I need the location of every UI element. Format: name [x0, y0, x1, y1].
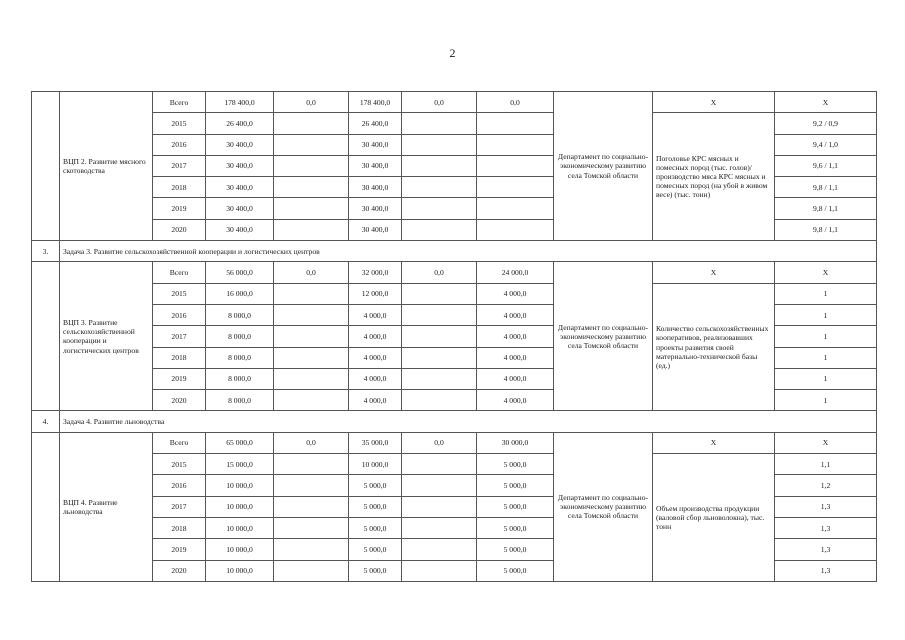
task-number: 3.	[32, 241, 60, 262]
total-cell: 30 400,0	[206, 198, 274, 219]
funding-cell	[402, 198, 477, 219]
funding-cell	[274, 326, 349, 347]
funding-cell: 4 000,0	[477, 326, 554, 347]
funding-cell	[274, 155, 349, 176]
task-row	[32, 411, 877, 432]
funding-cell	[402, 347, 477, 368]
year-cell: 2020	[153, 560, 206, 581]
funding-cell: 4 000,0	[477, 368, 554, 389]
total-cell: 10 000,0	[206, 560, 274, 581]
total-cell: 26 400,0	[206, 113, 274, 134]
funding-cell: 0,0	[477, 92, 554, 113]
indicator-value: 1,3	[775, 539, 877, 560]
funding-cell: 4 000,0	[349, 304, 402, 325]
funding-cell	[402, 155, 477, 176]
funding-cell	[402, 496, 477, 517]
total-cell: 56 000,0	[206, 262, 274, 283]
indicator-value: 1,1	[775, 454, 877, 475]
funding-cell	[402, 560, 477, 581]
funding-cell	[477, 177, 554, 198]
total-cell: 8 000,0	[206, 326, 274, 347]
year-cell: 2015	[153, 283, 206, 304]
task-title: Задача 4. Развитие льноводства	[60, 411, 877, 432]
total-cell: 30 400,0	[206, 219, 274, 240]
program-name: ВЦП 4. Развитие льноводства	[60, 432, 153, 581]
indicator-value: 9,8 / 1,1	[775, 219, 877, 240]
funding-cell: 30 000,0	[477, 432, 554, 453]
year-cell: 2015	[153, 454, 206, 475]
table-row	[32, 283, 877, 304]
funding-cell	[274, 177, 349, 198]
funding-cell	[402, 475, 477, 496]
indicator-value: 9,6 / 1,1	[775, 155, 877, 176]
year-cell: 2018	[153, 517, 206, 538]
funding-cell	[274, 134, 349, 155]
indicator-value: 1,3	[775, 560, 877, 581]
table-row	[32, 454, 877, 475]
year-cell: 2019	[153, 198, 206, 219]
total-cell: 10 000,0	[206, 496, 274, 517]
indicator-value: 9,4 / 1,0	[775, 134, 877, 155]
funding-cell: 5 000,0	[349, 496, 402, 517]
indicator-value: 1	[775, 326, 877, 347]
funding-cell: 4 000,0	[349, 326, 402, 347]
indicator-description: Поголовье КРС мясных и помесных пород (тыс. голов)/ производство мяса КРС мясных и помесных пород (на убой в живом весе) (тыс. тонн)	[653, 113, 775, 241]
funding-cell	[477, 134, 554, 155]
funding-cell	[274, 198, 349, 219]
funding-cell: 0,0	[402, 432, 477, 453]
funding-cell: 178 400,0	[349, 92, 402, 113]
funding-cell	[274, 454, 349, 475]
total-cell: 178 400,0	[206, 92, 274, 113]
funding-cell: 5 000,0	[349, 539, 402, 560]
indicator-value: 1	[775, 368, 877, 389]
program-name: ВЦП 3. Развитие сельскохозяйственной кооперации и логистических центров	[60, 262, 153, 411]
funding-cell	[402, 368, 477, 389]
funding-cell: 4 000,0	[477, 304, 554, 325]
funding-cell	[402, 113, 477, 134]
total-cell: 8 000,0	[206, 390, 274, 411]
funding-cell	[274, 517, 349, 538]
funding-cell	[477, 198, 554, 219]
indicator-value: 1	[775, 283, 877, 304]
funding-cell: 5 000,0	[477, 496, 554, 517]
indicator-header: Х	[653, 92, 775, 113]
total-cell: 10 000,0	[206, 517, 274, 538]
indicator-description: Количество сельскохозяйственных кооперативов, реализовавших проекты развития своей материально-технической базы (ед.)	[653, 283, 775, 411]
funding-cell: 32 000,0	[349, 262, 402, 283]
total-cell: 16 000,0	[206, 283, 274, 304]
total-cell: 65 000,0	[206, 432, 274, 453]
task-number: 4.	[32, 411, 60, 432]
funding-cell: 4 000,0	[349, 368, 402, 389]
year-cell: Всего	[153, 92, 206, 113]
department-cell: Департамент по социально-экономическому развитию села Томской области	[554, 262, 653, 411]
funding-cell	[274, 368, 349, 389]
funding-cell: 5 000,0	[477, 539, 554, 560]
funding-cell	[402, 454, 477, 475]
funding-cell: 0,0	[402, 92, 477, 113]
funding-cell: 26 400,0	[349, 113, 402, 134]
funding-cell: 5 000,0	[477, 475, 554, 496]
year-cell: 2016	[153, 134, 206, 155]
year-cell: 2019	[153, 368, 206, 389]
funding-cell: 10 000,0	[349, 454, 402, 475]
funding-cell	[274, 390, 349, 411]
funding-cell: 0,0	[274, 92, 349, 113]
indicator-value: 1	[775, 390, 877, 411]
funding-cell: 35 000,0	[349, 432, 402, 453]
table-row	[32, 92, 877, 113]
program-table	[31, 91, 877, 582]
funding-cell	[402, 219, 477, 240]
funding-cell	[274, 496, 349, 517]
funding-cell: 5 000,0	[477, 560, 554, 581]
total-cell: 10 000,0	[206, 475, 274, 496]
indicator-header: Х	[653, 262, 775, 283]
indicator-description: Объем производства продукции (валовой сбор льноволокна), тыс. тонн	[653, 454, 775, 582]
funding-cell	[402, 539, 477, 560]
funding-cell: 4 000,0	[477, 347, 554, 368]
funding-cell: 4 000,0	[349, 390, 402, 411]
funding-cell: 30 400,0	[349, 198, 402, 219]
indicator-header: Х	[653, 432, 775, 453]
indicator-value: 1	[775, 347, 877, 368]
indicator-value-header: Х	[775, 92, 877, 113]
total-cell: 8 000,0	[206, 368, 274, 389]
year-cell: 2017	[153, 326, 206, 347]
funding-cell	[274, 113, 349, 134]
year-cell: 2018	[153, 347, 206, 368]
year-cell: Всего	[153, 262, 206, 283]
funding-cell	[274, 304, 349, 325]
funding-cell: 4 000,0	[477, 390, 554, 411]
total-cell: 8 000,0	[206, 347, 274, 368]
indicator-value-header: Х	[775, 432, 877, 453]
number-cell	[32, 432, 60, 581]
funding-cell	[274, 475, 349, 496]
funding-cell: 5 000,0	[349, 560, 402, 581]
table-row	[32, 432, 877, 453]
year-cell: 2020	[153, 390, 206, 411]
funding-cell: 4 000,0	[477, 283, 554, 304]
funding-cell	[402, 326, 477, 347]
table-row	[32, 113, 877, 134]
indicator-value: 9,8 / 1,1	[775, 177, 877, 198]
indicator-value: 1,2	[775, 475, 877, 496]
funding-cell	[274, 283, 349, 304]
funding-cell: 5 000,0	[349, 517, 402, 538]
funding-cell	[402, 134, 477, 155]
funding-cell: 24 000,0	[477, 262, 554, 283]
department-cell: Департамент по социально-экономическому развитию села Томской области	[554, 432, 653, 581]
total-cell: 30 400,0	[206, 177, 274, 198]
year-cell: 2016	[153, 304, 206, 325]
funding-cell: 30 400,0	[349, 155, 402, 176]
indicator-value: 9,2 / 0,9	[775, 113, 877, 134]
total-cell: 8 000,0	[206, 304, 274, 325]
total-cell: 30 400,0	[206, 134, 274, 155]
funding-cell	[402, 283, 477, 304]
funding-cell	[402, 517, 477, 538]
program-name: ВЦП 2. Развитие мясного скотоводства	[60, 92, 153, 241]
funding-cell: 0,0	[274, 432, 349, 453]
number-cell	[32, 262, 60, 411]
funding-cell: 12 000,0	[349, 283, 402, 304]
funding-cell	[274, 560, 349, 581]
funding-cell	[477, 155, 554, 176]
total-cell: 15 000,0	[206, 454, 274, 475]
year-cell: 2018	[153, 177, 206, 198]
number-cell	[32, 92, 60, 241]
total-cell: 10 000,0	[206, 539, 274, 560]
funding-cell	[274, 539, 349, 560]
year-cell: 2019	[153, 539, 206, 560]
indicator-value: 1,3	[775, 517, 877, 538]
year-cell: 2020	[153, 219, 206, 240]
indicator-value: 1	[775, 304, 877, 325]
department-cell: Департамент по социально-экономическому развитию села Томской области	[554, 92, 653, 241]
funding-cell: 30 400,0	[349, 219, 402, 240]
year-cell: 2016	[153, 475, 206, 496]
total-cell: 30 400,0	[206, 155, 274, 176]
funding-cell	[402, 177, 477, 198]
funding-cell: 5 000,0	[477, 517, 554, 538]
year-cell: Всего	[153, 432, 206, 453]
page-number: 2	[449, 46, 456, 60]
year-cell: 2017	[153, 155, 206, 176]
funding-cell: 4 000,0	[349, 347, 402, 368]
funding-cell: 0,0	[402, 262, 477, 283]
task-title: Задача 3. Развитие сельскохозяйственной кооперации и логистических центров	[60, 241, 877, 262]
funding-cell	[402, 304, 477, 325]
funding-cell	[402, 390, 477, 411]
table-row	[32, 262, 877, 283]
year-cell: 2015	[153, 113, 206, 134]
funding-cell: 0,0	[274, 262, 349, 283]
year-cell: 2017	[153, 496, 206, 517]
funding-cell: 5 000,0	[477, 454, 554, 475]
program-table-body	[32, 92, 877, 582]
indicator-value: 9,8 / 1,1	[775, 198, 877, 219]
funding-cell: 30 400,0	[349, 177, 402, 198]
funding-cell	[274, 347, 349, 368]
indicator-value-header: Х	[775, 262, 877, 283]
funding-cell	[477, 219, 554, 240]
funding-cell: 30 400,0	[349, 134, 402, 155]
task-row	[32, 241, 877, 262]
funding-cell	[274, 219, 349, 240]
funding-cell: 5 000,0	[349, 475, 402, 496]
indicator-value: 1,3	[775, 496, 877, 517]
funding-cell	[477, 113, 554, 134]
